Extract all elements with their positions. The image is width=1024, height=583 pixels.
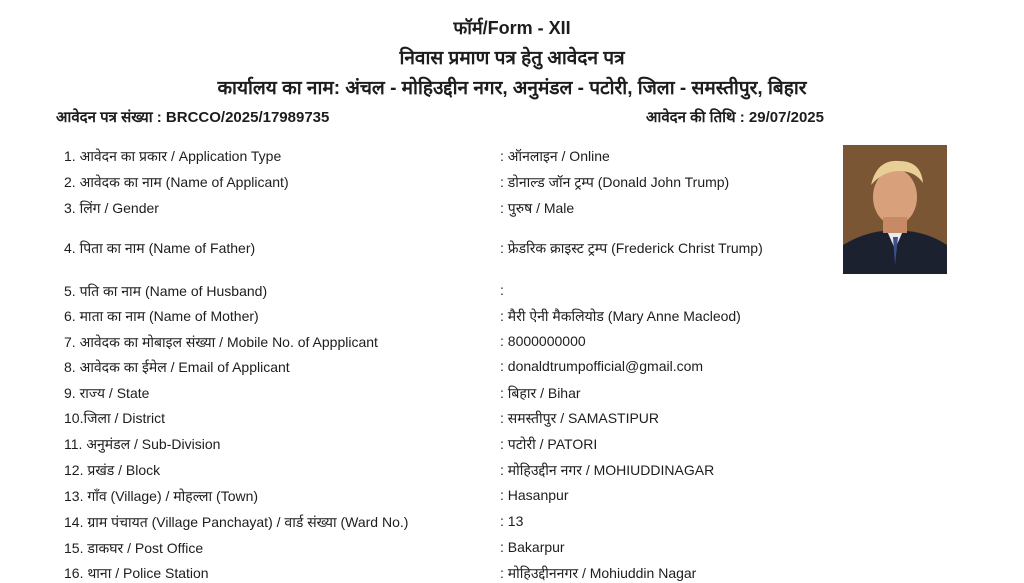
field-value: : Bakarpur xyxy=(500,539,565,555)
field-value: : ऑनलाइन / Online xyxy=(500,148,610,164)
field-value: : मैरी ऐनी मैकलियोड (Mary Anne Macleod) xyxy=(500,308,741,324)
form-field-row xyxy=(64,461,824,479)
field-label: 14. ग्राम पंचायत (Village Panchayat) / वार्ड संख्या (Ward No.) xyxy=(64,514,409,530)
form-field-row xyxy=(64,539,824,557)
field-label: 7. आवेदक का मोबाइल संख्या / Mobile No. of Appplicant xyxy=(64,334,378,350)
form-field-row xyxy=(64,564,824,582)
application-date: आवेदन की तिथि : 29/07/2025 xyxy=(645,109,824,126)
field-label: 9. राज्य / State xyxy=(64,385,150,401)
field-value: : फ्रेडरिक क्राइस्ट ट्रम्प (Frederick Christ Trump) xyxy=(500,240,763,256)
field-value: : मोहिउद्दीन नगर / MOHIUDDINAGAR xyxy=(500,462,715,478)
field-value: : समस्तीपुर / SAMASTIPUR xyxy=(500,410,660,426)
form-number: फॉर्म/Form - XII xyxy=(453,18,571,38)
field-label: 15. डाकघर / Post Office xyxy=(64,540,204,556)
form-field-row xyxy=(64,282,824,300)
form-field-row xyxy=(64,147,824,165)
field-label: 8. आवेदक का ईमेल / Email of Applicant xyxy=(64,359,290,375)
form-field-row xyxy=(64,333,824,351)
office-name: कार्यालय का नाम: अंचल - मोहिउद्दीन नगर, अनुमंडल - पटोरी, जिला - समस्तीपुर, बिहार xyxy=(217,78,807,99)
field-value: : 8000000000 xyxy=(500,333,586,349)
field-label: 12. प्रखंड / Block xyxy=(64,462,161,478)
field-value: : बिहार / Bihar xyxy=(500,385,581,401)
field-label: 13. गाँव (Village) / मोहल्ला (Town) xyxy=(64,488,259,504)
field-label: 1. आवेदन का प्रकार / Application Type xyxy=(64,148,282,164)
form-field-row xyxy=(64,435,824,453)
application-number: आवेदन पत्र संख्या : BRCCO/2025/17989735 xyxy=(56,109,330,126)
field-value: : xyxy=(500,282,504,298)
field-label: 4. पिता का नाम (Name of Father) xyxy=(64,240,256,256)
form-field-row xyxy=(64,487,824,505)
field-label: 11. अनुमंडल / Sub-Division xyxy=(64,436,221,452)
field-value: : पटोरी / PATORI xyxy=(500,436,598,452)
field-label: 16. थाना / Police Station xyxy=(64,565,209,581)
form-field-row xyxy=(64,199,824,217)
field-value: : donaldtrumpofficial@gmail.com xyxy=(500,358,704,374)
form-field-row xyxy=(64,358,824,376)
form-field-row xyxy=(64,409,824,427)
form-title: निवास प्रमाण पत्र हेतु आवेदन पत्र xyxy=(399,48,625,69)
field-value: : डोनाल्ड जॉन ट्रम्प (Donald John Trump) xyxy=(500,174,730,190)
field-value: : 13 xyxy=(500,513,524,529)
applicant-photo xyxy=(843,145,947,274)
field-value: : Hasanpur xyxy=(500,487,569,503)
field-label: 5. पति का नाम (Name of Husband) xyxy=(64,283,268,299)
form-field-row xyxy=(64,513,824,531)
field-label: 6. माता का नाम (Name of Mother) xyxy=(64,308,259,324)
field-value: : मोहिउद्दीननगर / Mohiuddin Nagar xyxy=(500,565,697,581)
field-label: 10.जिला / District xyxy=(64,410,166,426)
form-field-row xyxy=(64,239,824,257)
field-label: 3. लिंग / Gender xyxy=(64,200,159,216)
form-field-row xyxy=(64,307,824,325)
field-value: : पुरुष / Male xyxy=(500,200,575,216)
form-field-row xyxy=(64,384,824,402)
form-field-row xyxy=(64,173,824,191)
field-label: 2. आवेदक का नाम (Name of Applicant) xyxy=(64,174,289,190)
